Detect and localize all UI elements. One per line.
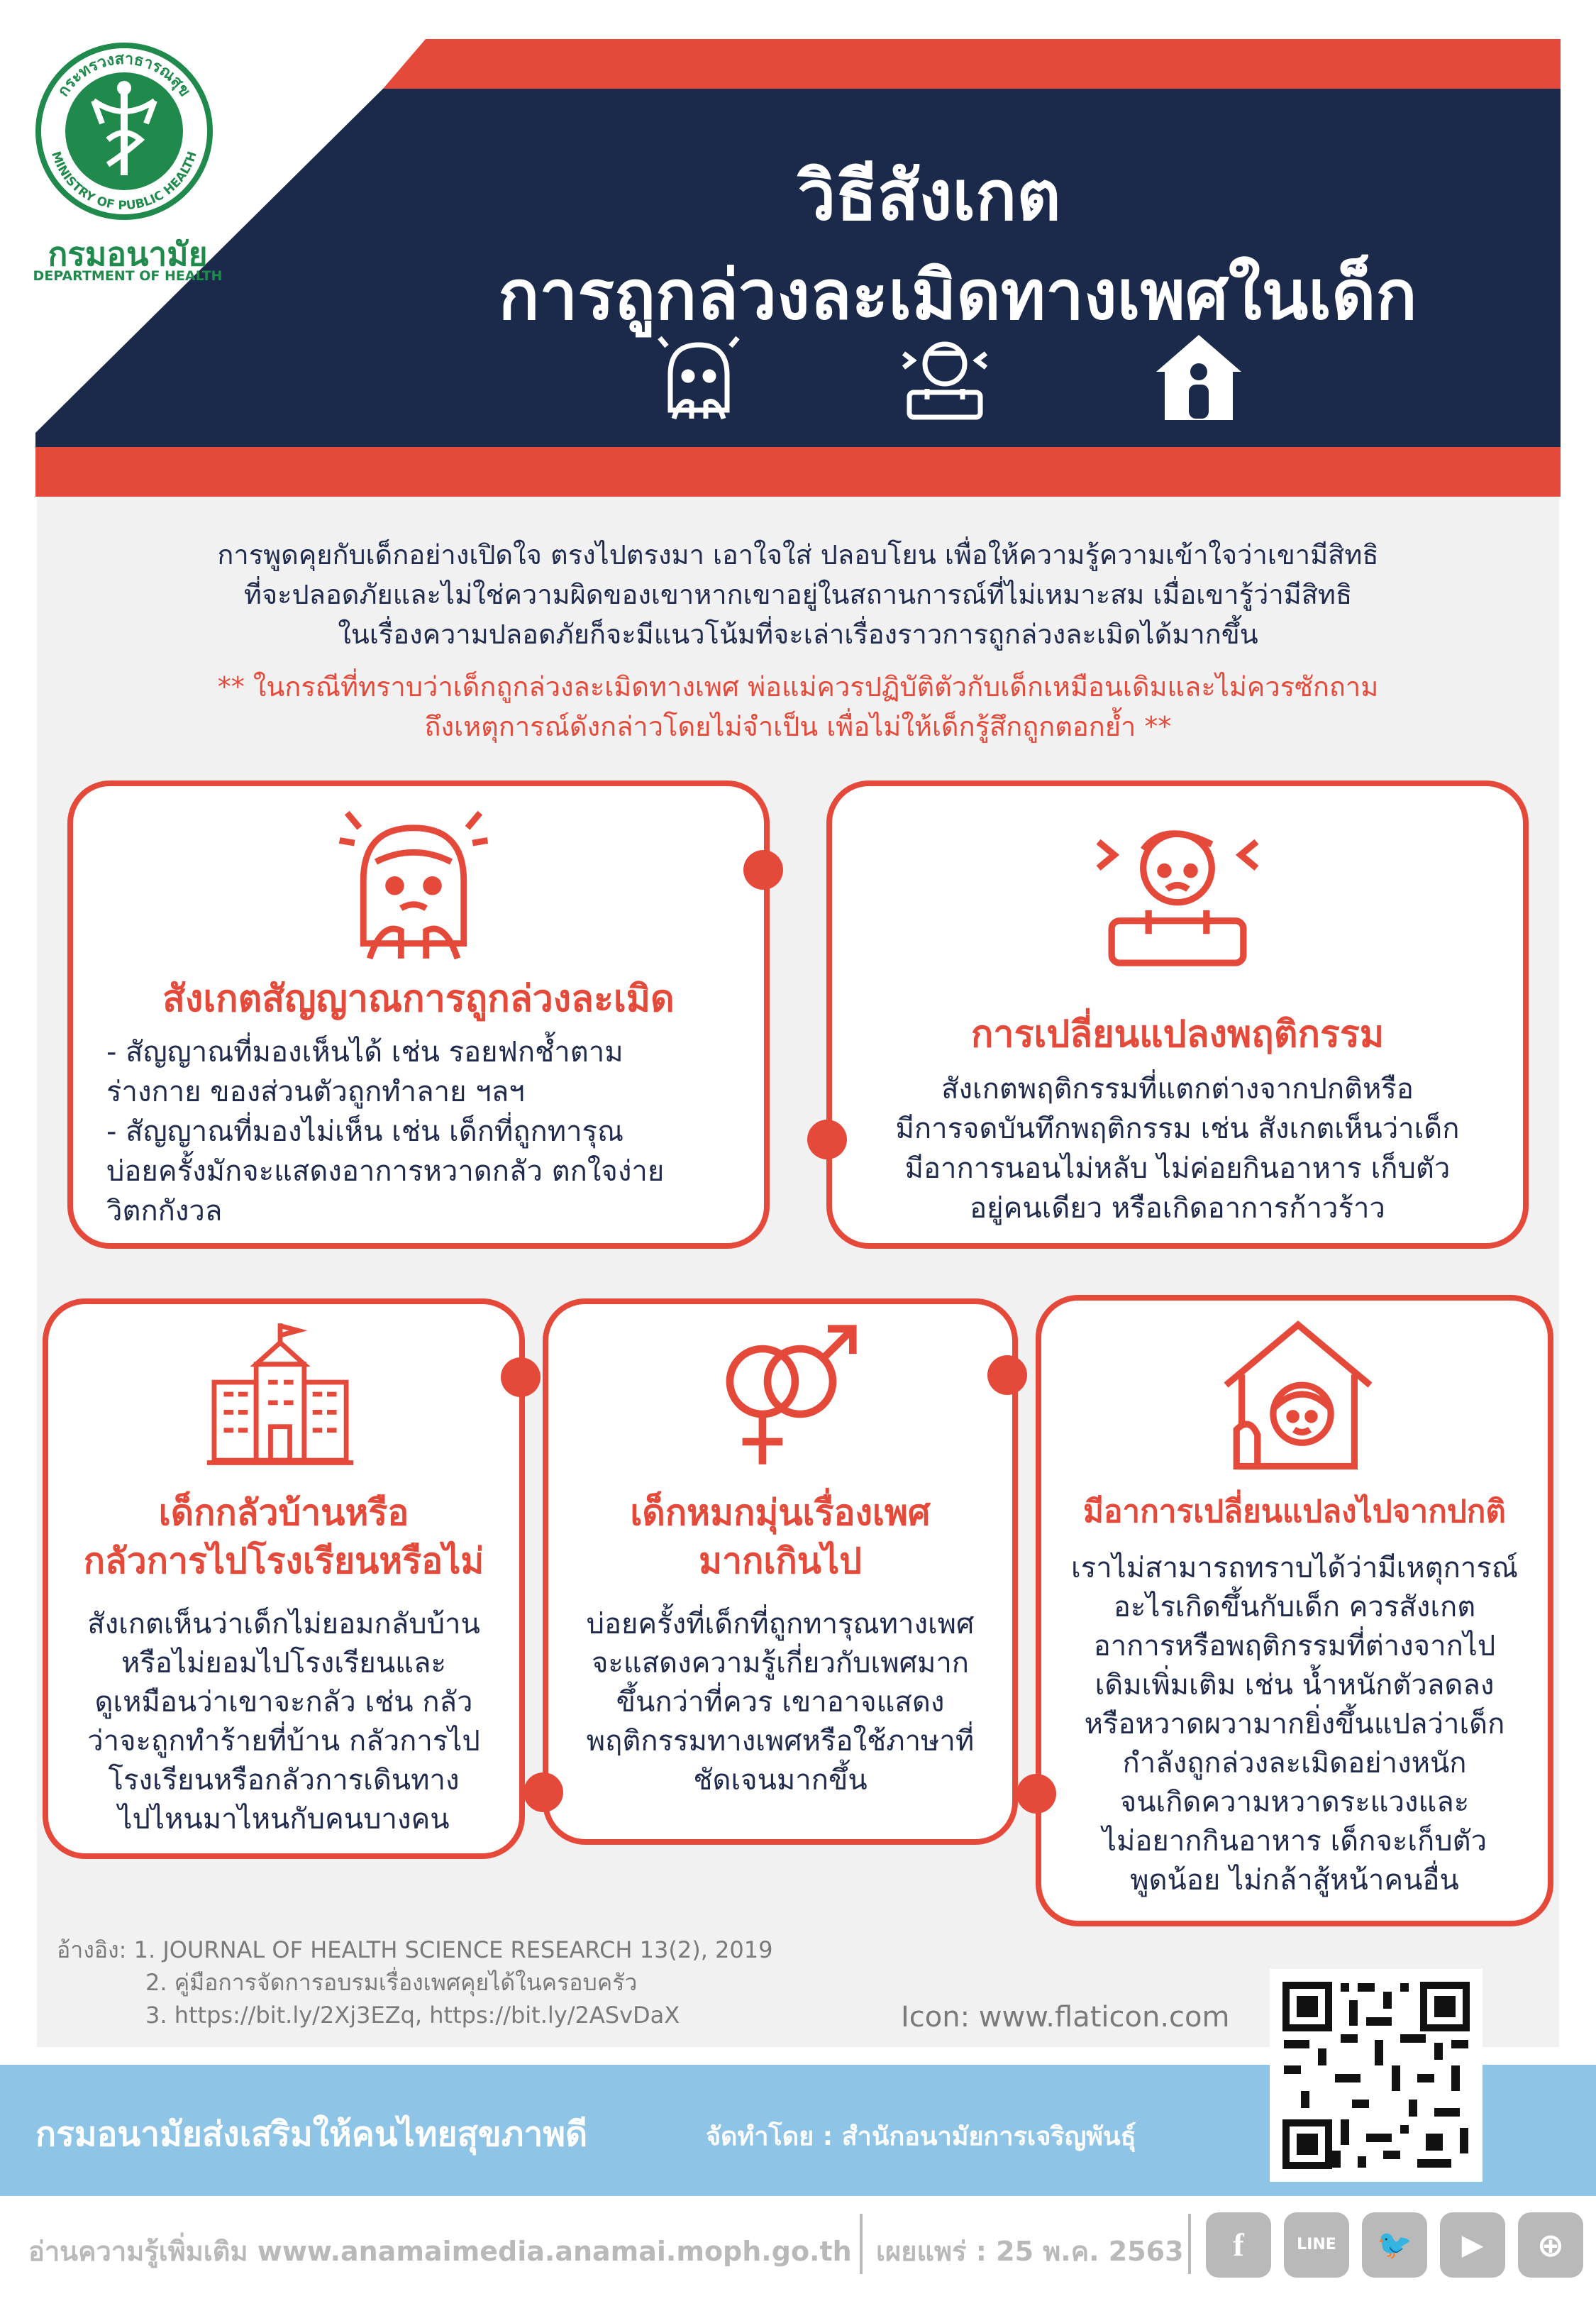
text-line: - สัญญาณที่มองเห็นได้ เช่น รอยฟกช้ำตาม bbox=[106, 1036, 624, 1069]
twitter-icon[interactable]: 🐦 bbox=[1362, 2212, 1427, 2278]
text-line: สังเกตเห็นว่าเด็กไม่ยอมกลับบ้าน bbox=[87, 1608, 480, 1640]
icon-credit: Icon: www.flaticon.com bbox=[901, 2001, 1230, 2034]
text-line: อยู่คนเดียว หรือเกิดอาการก้าวร้าว bbox=[970, 1192, 1385, 1225]
text-line: เดิมเพิ่มเติม เช่น น้ำหนักตัวลดลง bbox=[1095, 1669, 1495, 1701]
text-line: พฤติกรรมทางเพศหรือใช้ภาษาที่ bbox=[586, 1725, 975, 1758]
text-line: จนเกิดความหวาดระแวงและ bbox=[1119, 1786, 1470, 1819]
card-sexual-preoccupation-title bbox=[550, 1489, 1011, 1585]
text-line: อาการหรือพฤติกรรมที่ต่างจากไป bbox=[1093, 1630, 1496, 1662]
text-line: เราไม่สามารถทราบได้ว่ามีเหตุการณ์ bbox=[1071, 1552, 1518, 1584]
text-line: - สัญญาณที่มองไม่เห็น เช่น เด็กที่ถูกทารุณ bbox=[106, 1115, 624, 1148]
text-line: ดูเหมือนว่าเขาจะกลัว เช่น กลัว bbox=[94, 1686, 473, 1719]
text-line: มีการจดบันทึกพฤติกรรม เช่น สังเกตเห็นว่าเด็ก bbox=[895, 1113, 1460, 1145]
references bbox=[57, 1933, 772, 2031]
divider bbox=[860, 2214, 863, 2274]
stressed-person-icon bbox=[895, 332, 994, 424]
title-line: เด็กหมกมุ่นเรื่องเพศ bbox=[630, 1492, 931, 1533]
card-abnormal-change-title: มีอาการเปลี่ยนแปลงไปจากปกติ bbox=[1083, 1494, 1506, 1530]
card-behavior-change-body bbox=[844, 1069, 1511, 1228]
divider bbox=[1188, 2214, 1191, 2274]
page-title-line1: วิธีสังเกต bbox=[797, 156, 1061, 236]
reference-item: 3. https://bit.ly/2Xj3EZq, https://bit.ly/2ASvDaX bbox=[145, 2002, 680, 2029]
card-fear-of-school-title bbox=[50, 1489, 518, 1585]
text-line: กำลังถูกล่วงละเมิดอย่างหนัก bbox=[1122, 1747, 1467, 1780]
reference-item: 1. JOURNAL OF HEALTH SCIENCE RESEARCH 13(2), 2019 bbox=[133, 1936, 773, 1963]
text-line: โรงเรียนหรือกลัวการเดินทาง bbox=[108, 1764, 460, 1797]
publish-date: เผยแพร่ : 25 พ.ค. 2563 bbox=[876, 2236, 1184, 2267]
read-more-link[interactable]: อ่านความรู้เพิ่มเติม www.anamaimedia.anamai.moph.go.th bbox=[28, 2236, 852, 2267]
footer-made-by: จัดทำโดย : สำนักอนามัยการเจริญพันธุ์ bbox=[706, 2122, 1136, 2151]
text-line: ชัดเจนมากขึ้น bbox=[693, 1764, 868, 1797]
intro-line1: การพูดคุยกับเด็กอย่างเปิดใจ ตรงไปตรงมา เอาใจใส่ ปลอบโยน เพื่อให้ความรู้ความเข้าใจว่าเขามีสิทธิ bbox=[217, 539, 1379, 570]
qr-code[interactable] bbox=[1270, 1969, 1483, 2182]
logo-ring-text bbox=[35, 43, 213, 220]
card-abnormal-change-body bbox=[1043, 1549, 1546, 1900]
svg-text:MINISTRY OF PUBLIC HEALTH: MINISTRY OF PUBLIC HEALTH bbox=[48, 149, 200, 214]
child-in-house-icon bbox=[1213, 1309, 1383, 1479]
references-label: อ้างอิง: bbox=[57, 1936, 127, 1963]
text-line: ร่างกาย ของส่วนตัวถูกทำลาย ฯลฯ bbox=[106, 1076, 525, 1108]
card-connector-dot bbox=[501, 1357, 541, 1397]
title-line: เด็กกลัวบ้านหรือ bbox=[158, 1492, 409, 1533]
text-line: ว่าจะถูกทำร้ายที่บ้าน กลัวการไป bbox=[87, 1725, 480, 1758]
line-icon[interactable]: LINE bbox=[1284, 2212, 1349, 2278]
text-line: หรือไม่ยอมไปโรงเรียนและ bbox=[121, 1647, 446, 1679]
card-sexual-preoccupation-body bbox=[550, 1605, 1011, 1800]
text-line: วิตกกังวล bbox=[106, 1195, 223, 1228]
text-line: ขึ้นกว่าที่ควร เขาอาจแสดง bbox=[616, 1686, 945, 1719]
department-name-thai: กรมอนามัย bbox=[48, 235, 208, 273]
text-line: บ่อยครั้งที่เด็กที่ถูกทารุณทางเพศ bbox=[586, 1608, 975, 1640]
text-line: อะไรเกิดขึ้นกับเด็ก ควรสังเกต bbox=[1113, 1591, 1476, 1623]
card-behavior-change-title: การเปลี่ยนแปลงพฤติกรรม bbox=[970, 1013, 1385, 1056]
text-line: ไม่อยากกินอาหาร เด็กจะเก็บตัว bbox=[1102, 1825, 1487, 1858]
department-name-english: DEPARTMENT OF HEALTH bbox=[33, 268, 223, 284]
school-building-icon bbox=[202, 1316, 358, 1472]
card-abuse-signs-body bbox=[106, 1032, 745, 1231]
house-person-icon bbox=[1149, 328, 1248, 427]
text-line: พูดน้อย ไม่กล้าสู้หน้าคนอื่น bbox=[1130, 1864, 1459, 1897]
text-line: จะแสดงความรู้เกี่ยวกับเพศมาก bbox=[591, 1647, 970, 1679]
reference-item: 2. คู่มือการจัดการอบรมเรื่องเพศคุยได้ในครอบครัว bbox=[145, 1969, 638, 1996]
text-line: ไปไหนมาไหนกับคนบางคน bbox=[118, 1803, 450, 1836]
youtube-icon[interactable]: ▶ bbox=[1440, 2212, 1505, 2278]
intro-line3: ในเรื่องความปลอดภัยก็จะมีแนวโน้มที่จะเล่าเรื่องราวการถูกล่วงละเมิดได้มากขึ้น bbox=[338, 619, 1258, 650]
scared-child-icon bbox=[332, 805, 495, 969]
warning-note-line2: ถึงเหตุการณ์ดังกล่าวโดยไม่จำเป็น เพื่อไม่ให้เด็กรู้สึกถูกตอกย้ำ ** bbox=[424, 711, 1172, 742]
footer-slogan: กรมอนามัยส่งเสริมให้คนไทยสุขภาพดี bbox=[35, 2114, 588, 2154]
gender-symbols-icon bbox=[702, 1316, 865, 1479]
text-line: มีอาการนอนไม่หลับ ไม่ค่อยกินอาหาร เก็บตัว bbox=[904, 1152, 1451, 1185]
text-line: บ่อยครั้งมักจะแสดงอาการหวาดกลัว ตกใจง่าย bbox=[106, 1155, 665, 1188]
svg-text:กระทรวงสาธารณสุข: กระทรวงสาธารณสุข bbox=[54, 50, 194, 100]
website-icon[interactable]: ⊕ bbox=[1518, 2212, 1583, 2278]
text-line: หรือหวาดผวามากยิ่งขึ้นแปลว่าเด็ก bbox=[1084, 1708, 1505, 1740]
facebook-icon[interactable]: f bbox=[1206, 2212, 1271, 2278]
page-title-line2: การถูกล่วงละเมิดทางเพศในเด็ก bbox=[498, 255, 1417, 335]
card-connector-dot bbox=[807, 1120, 847, 1159]
card-connector-dot bbox=[987, 1355, 1027, 1395]
text-line: สังเกตพฤติกรรมที่แตกต่างจากปกติหรือ bbox=[941, 1073, 1414, 1105]
warning-note-line1: ** ในกรณีที่ทราบว่าเด็กถูกล่วงละเมิดทางเพศ พ่อแม่ควรปฏิบัติตัวกับเด็กเหมือนเดิมและไม่ควรซักถาม bbox=[217, 671, 1379, 702]
title-line: มากเกินไป bbox=[699, 1540, 862, 1582]
card-abuse-signs-title: สังเกตสัญญาณการถูกล่วงละเมิด bbox=[162, 978, 675, 1020]
card-fear-of-school-body bbox=[50, 1605, 518, 1839]
scared-child-icon bbox=[653, 332, 745, 424]
card-connector-dot bbox=[743, 850, 783, 890]
title-line: กลัวการไปโรงเรียนหรือไม่ bbox=[83, 1540, 484, 1582]
intro-line2: ที่จะปลอดภัยและไม่ใช่ความผิดของเขาหากเขาอยู่ในสถานการณ์ที่ไม่เหมาะสม เมื่อเขารู้ว่ามีสิทธิ bbox=[243, 579, 1353, 610]
stressed-person-icon bbox=[1085, 798, 1270, 983]
